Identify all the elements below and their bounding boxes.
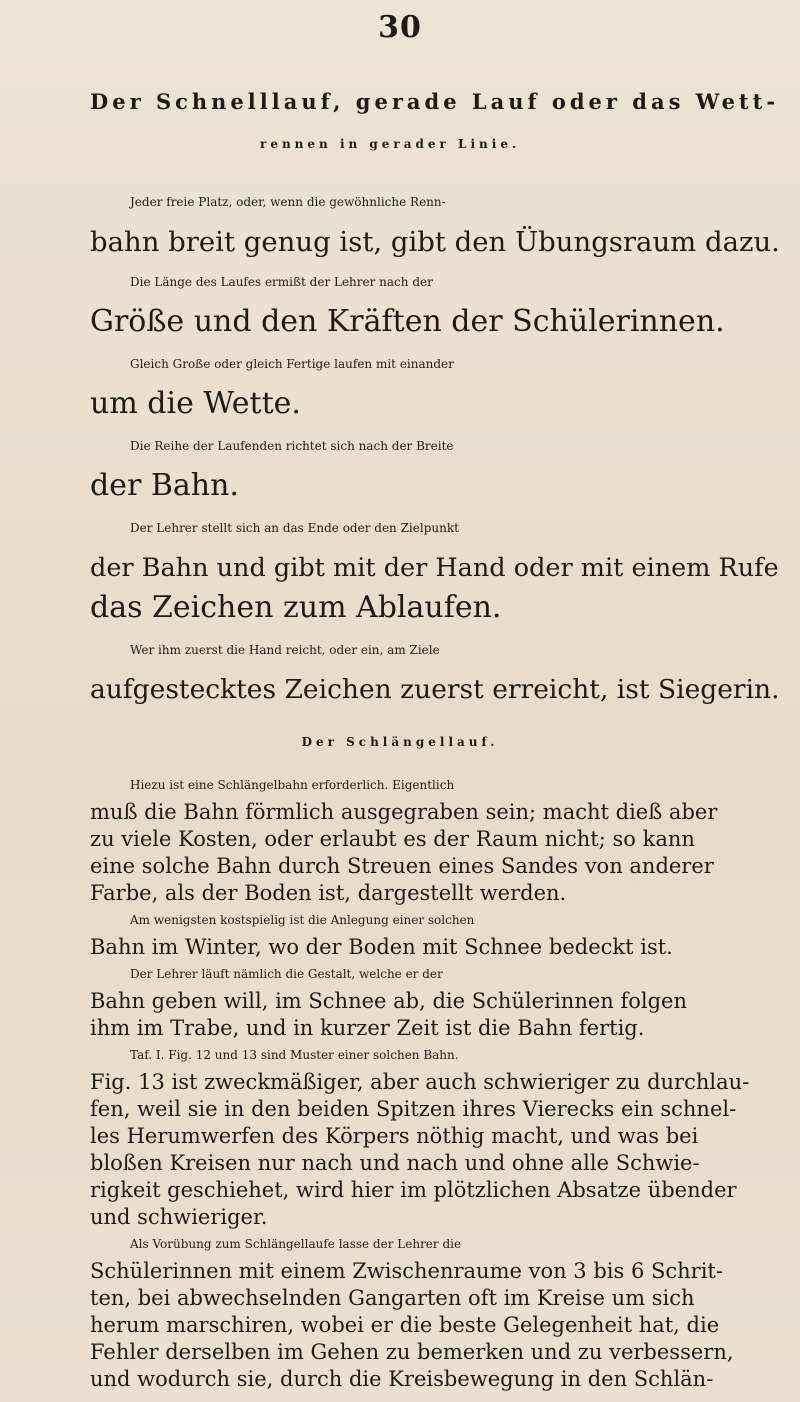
paragraph-line: um die Wette. xyxy=(90,386,301,421)
paragraph-line: das Zeichen zum Ablaufen. xyxy=(90,590,502,625)
paragraph-line: rigkeit geschiehet, wird hier im plötzlichen Absatze übender xyxy=(90,1178,737,1202)
paragraph-line: und wodurch sie, durch die Kreisbewegung in den Schlän- xyxy=(90,1367,714,1391)
paragraph-line: Schülerinnen mit einem Zwischenraume von 3 bis 6 Schrit- xyxy=(90,1259,723,1283)
paragraph-line: bloßen Kreisen nur nach und nach und ohne alle Schwie- xyxy=(90,1151,700,1175)
paragraph-line: der Bahn. xyxy=(90,468,239,503)
paragraph-line: Der Lehrer stellt sich an das Ende oder den Zielpunkt xyxy=(130,521,459,535)
paragraph-line: Der Lehrer läuft nämlich die Gestalt, welche er der xyxy=(130,967,443,981)
page-number: 30 xyxy=(378,10,422,45)
section-heading-line-1: Der Schnelllauf, gerade Lauf oder das Wett- xyxy=(90,89,780,114)
paragraph-line: Als Vorübung zum Schlängellaufe lasse der Lehrer die xyxy=(130,1237,462,1251)
paragraph-line: les Herumwerfen des Körpers nöthig macht, und was bei xyxy=(90,1124,699,1148)
paragraph-line: muß die Bahn förmlich ausgegraben sein; macht dieß aber xyxy=(90,800,718,824)
paragraph-line: der Bahn und gibt mit der Hand oder mit einem Rufe xyxy=(90,553,779,583)
paragraph-line: Größe und den Kräften der Schülerinnen. xyxy=(90,304,725,339)
paragraph-line: und schwieriger. xyxy=(90,1205,268,1229)
paragraph-line: Wer ihm zuerst die Hand reicht, oder ein, am Ziele xyxy=(130,643,440,657)
paragraph-line: Fig. 13 ist zweckmäßiger, aber auch schwieriger zu durchlau- xyxy=(90,1070,750,1094)
paragraph-line: herum marschiren, wobei er die beste Gelegenheit hat, die xyxy=(90,1313,720,1337)
section-heading-line-2: rennen in gerader Linie. xyxy=(260,137,521,151)
paragraph-line: aufgestecktes Zeichen zuerst erreicht, ist Siegerin. xyxy=(90,674,780,705)
paragraph-line: Am wenigsten kostspielig ist die Anlegung einer solchen xyxy=(130,913,475,927)
paragraph-line: eine solche Bahn durch Streuen eines Sandes von anderer xyxy=(90,854,714,878)
paragraph-line: Fehler derselben im Gehen zu bemerken und zu verbessern, xyxy=(90,1340,734,1364)
paragraph-line: Die Länge des Laufes ermißt der Lehrer nach der xyxy=(130,275,433,289)
paragraph-line: Die Reihe der Laufenden richtet sich nach der Breite xyxy=(130,439,454,453)
paragraph-line: ihm im Trabe, und in kurzer Zeit ist die Bahn fertig. xyxy=(90,1016,645,1040)
paragraph-line: Gleich Große oder gleich Fertige laufen mit einander xyxy=(130,357,454,371)
paragraph-line: Hiezu ist eine Schlängelbahn erforderlich. Eigentlich xyxy=(130,778,455,792)
paragraph-line: Bahn im Winter, wo der Boden mit Schnee bedeckt ist. xyxy=(90,935,673,959)
paragraph-line: Farbe, als der Boden ist, dargestellt werden. xyxy=(90,881,567,905)
section-heading-schlaengellauf: Der Schlängellauf. xyxy=(301,735,499,749)
paragraph-line: ten, bei abwechselnden Gangarten oft im Kreise um sich xyxy=(90,1286,695,1310)
paragraph-line: Jeder freie Platz, oder, wenn die gewöhnliche Renn- xyxy=(130,195,446,209)
paragraph-line: bahn breit genug ist, gibt den Übungsraum dazu. xyxy=(90,226,780,258)
paragraph-line: Bahn geben will, im Schnee ab, die Schülerinnen folgen xyxy=(90,989,688,1013)
paragraph-line: Taf. I. Fig. 12 und 13 sind Muster einer solchen Bahn. xyxy=(130,1048,459,1062)
paragraph-line: fen, weil sie in den beiden Spitzen ihres Vierecks ein schnel- xyxy=(90,1097,737,1121)
paragraph-line: zu viele Kosten, oder erlaubt es der Raum nicht; so kann xyxy=(90,827,695,851)
